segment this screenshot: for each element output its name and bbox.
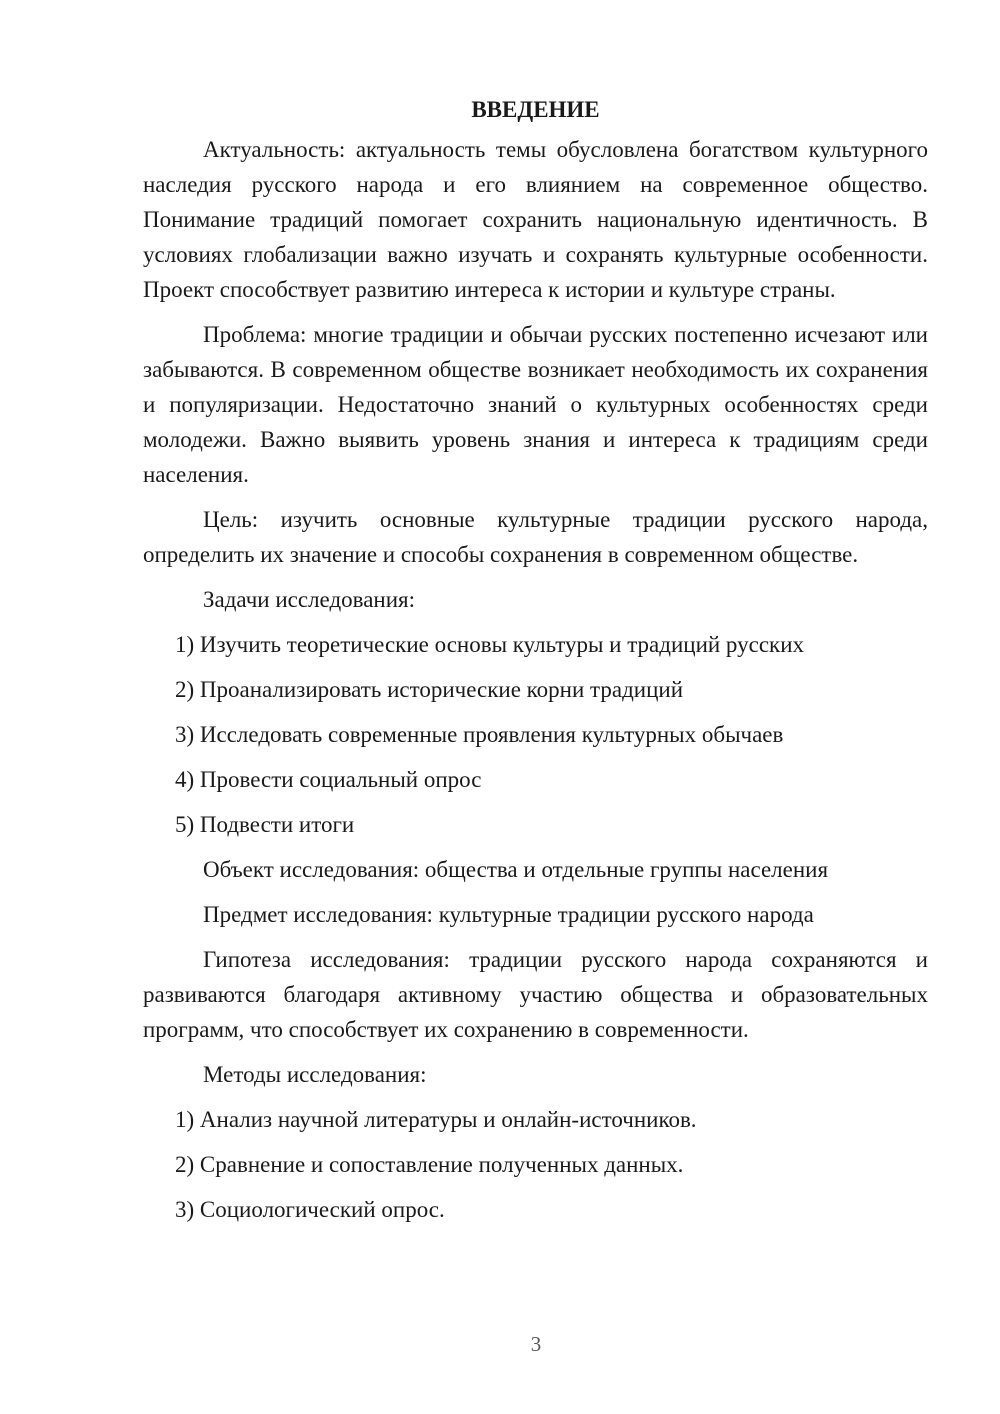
list-item: 1) Анализ научной литературы и онлайн-источников. <box>175 1107 697 1132</box>
list-item: 5) Подвести итоги <box>175 812 355 837</box>
hypothesis-paragraph: Гипотеза исследования: традиции русского народа сохраняются и развиваются благодаря активному участию общества и образовательных программ, что способствует их сохранению в современности. <box>143 947 928 1042</box>
relevance-paragraph: Актуальность: актуальность темы обусловлена богатством культурного наследия русского народа и его влиянием на современное общество. Понимание традиций помогает сохранить национальную идентичность. В условиях глобализации важно изучать и сохранять культурные особенности. Проект способствует развитию интереса к истории и культуре страны. <box>143 137 928 302</box>
list-item: 3) Социологический опрос. <box>175 1197 445 1222</box>
object-line: Объект исследования: общества и отдельные группы населения <box>203 857 829 882</box>
methods-title: Методы исследования: <box>203 1062 427 1087</box>
tasks-title: Задачи исследования: <box>203 587 416 612</box>
subject-line: Предмет исследования: культурные традиции русского народа <box>203 902 814 927</box>
goal-paragraph: Цель: изучить основные культурные традиции русского народа, определить их значение и способы сохранения в современном обществе. <box>143 507 928 567</box>
page-number: 3 <box>530 1332 542 1356</box>
document-page <box>143 92 928 1237</box>
list-item: 4) Провести социальный опрос <box>175 767 482 792</box>
methods-list <box>143 1102 928 1227</box>
list-item: 3) Исследовать современные проявления культурных обычаев <box>175 722 784 747</box>
page-title: ВВЕДЕНИЕ <box>471 97 600 122</box>
problem-paragraph: Проблема: многие традиции и обычаи русских постепенно исчезают или забываются. В современном обществе возникает необходимость их сохранения и популяризации. Недостаточно знаний о культурных особенностях среди молодежи. Важно выявить уровень знания и интереса к традициям среди населения. <box>143 322 928 487</box>
list-item: 1) Изучить теоретические основы культуры и традиций русских <box>175 632 805 657</box>
tasks-list <box>143 627 928 842</box>
list-item: 2) Сравнение и сопоставление полученных данных. <box>175 1152 684 1177</box>
list-item: 2) Проанализировать исторические корни традиций <box>175 677 684 702</box>
